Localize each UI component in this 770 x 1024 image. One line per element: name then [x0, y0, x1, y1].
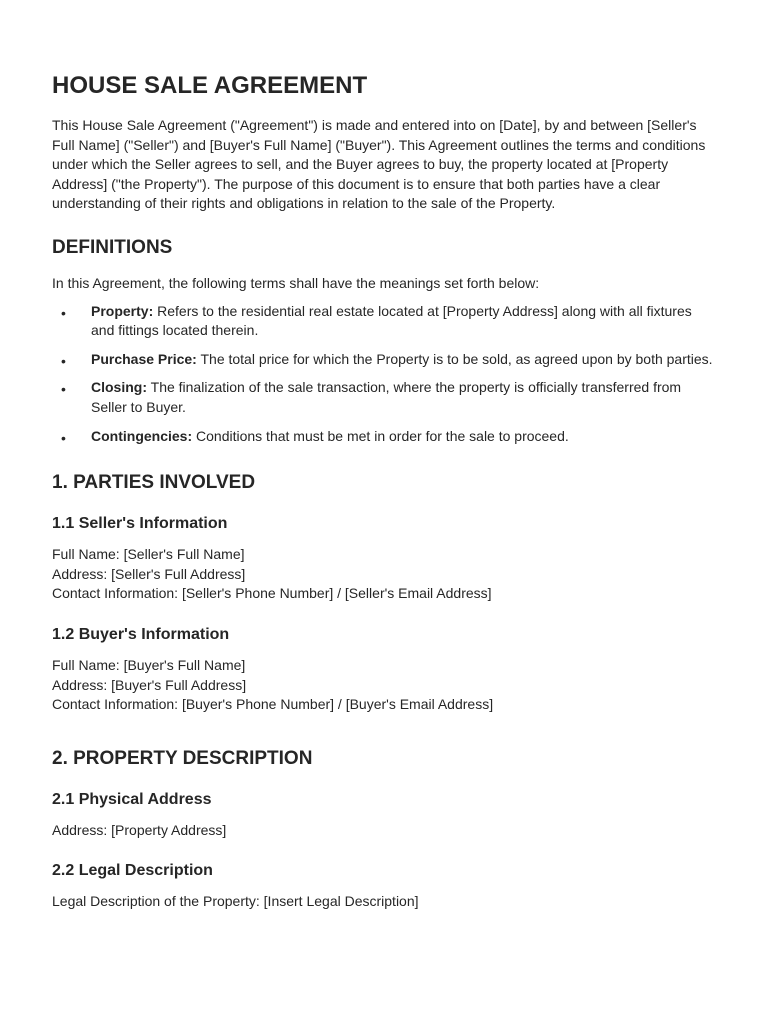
buyer-info-block — [52, 624, 714, 715]
section-2-heading: 2. PROPERTY DESCRIPTION — [52, 747, 313, 769]
buyer-info-heading: 1.2 Buyer's Information — [52, 625, 230, 643]
seller-info-heading: 1.1 Seller's Information — [52, 515, 228, 533]
seller-info-block — [52, 513, 714, 604]
seller-contact-line: Contact Information: [Seller's Phone Number] / [Seller's Email Address] — [52, 585, 492, 602]
list-item — [52, 302, 714, 341]
buyer-contact-line: Contact Information: [Buyer's Phone Number] / [Buyer's Email Address] — [52, 696, 494, 713]
buyer-name-line: Full Name: [Buyer's Full Name] — [52, 656, 246, 673]
bullet-icon: • — [61, 352, 66, 369]
legal-description-line: Legal Description of the Property: [Insert Legal Description] — [52, 893, 419, 910]
definitions-intro: In this Agreement, the following terms shall have the meanings set forth below: — [52, 274, 540, 291]
list-item — [52, 378, 714, 417]
definition-term: Closing: — [91, 379, 147, 396]
bullet-icon: • — [61, 429, 66, 446]
definition-text: Refers to the residential real estate located at [Property Address] along with all fixtures and fittings located therein. — [91, 302, 692, 339]
definition-text: The total price for which the Property is to be sold, as agreed upon by both parties. — [196, 350, 713, 367]
intro-paragraph: This House Sale Agreement ("Agreement") is made and entered into on [Date], by and between [Seller's Full Name] ("Seller") and [Buyer's Full Name] ("Buyer"). This Agreement outlines the terms and conditions under which the Seller agrees to sell, and the Buyer agrees to buy, the property located at [Property Address] ("the Property"). The purpose of this document is to ensure that both parties have a clear understanding of their rights and obligations in relation to the sale of the Property. — [52, 117, 706, 212]
seller-name-line: Full Name: [Seller's Full Name] — [52, 546, 245, 563]
physical-address-block — [52, 789, 714, 841]
buyer-address-line: Address: [Buyer's Full Address] — [52, 676, 247, 693]
definitions-heading: DEFINITIONS — [52, 236, 173, 258]
definition-term: Property: — [91, 302, 154, 319]
physical-address-line: Address: [Property Address] — [52, 821, 227, 838]
seller-address-line: Address: [Seller's Full Address] — [52, 565, 246, 582]
physical-address-heading: 2.1 Physical Address — [52, 790, 212, 808]
document-title: HOUSE SALE AGREEMENT — [52, 72, 368, 99]
legal-description-heading: 2.2 Legal Description — [52, 862, 213, 880]
definition-term: Purchase Price: — [91, 350, 197, 367]
definitions-list — [52, 302, 714, 447]
legal-description-block — [52, 860, 714, 912]
list-item — [52, 350, 714, 370]
definition-term: Contingencies: — [91, 427, 193, 444]
definition-text: The finalization of the sale transaction, where the property is officially transferred from Seller to Buyer. — [91, 379, 682, 415]
definition-text: Conditions that must be met in order for the sale to proceed. — [192, 427, 569, 444]
section-1-heading: 1. PARTIES INVOLVED — [52, 472, 256, 494]
list-item — [52, 427, 714, 447]
bullet-icon: • — [61, 304, 66, 321]
bullet-icon: • — [61, 381, 66, 398]
